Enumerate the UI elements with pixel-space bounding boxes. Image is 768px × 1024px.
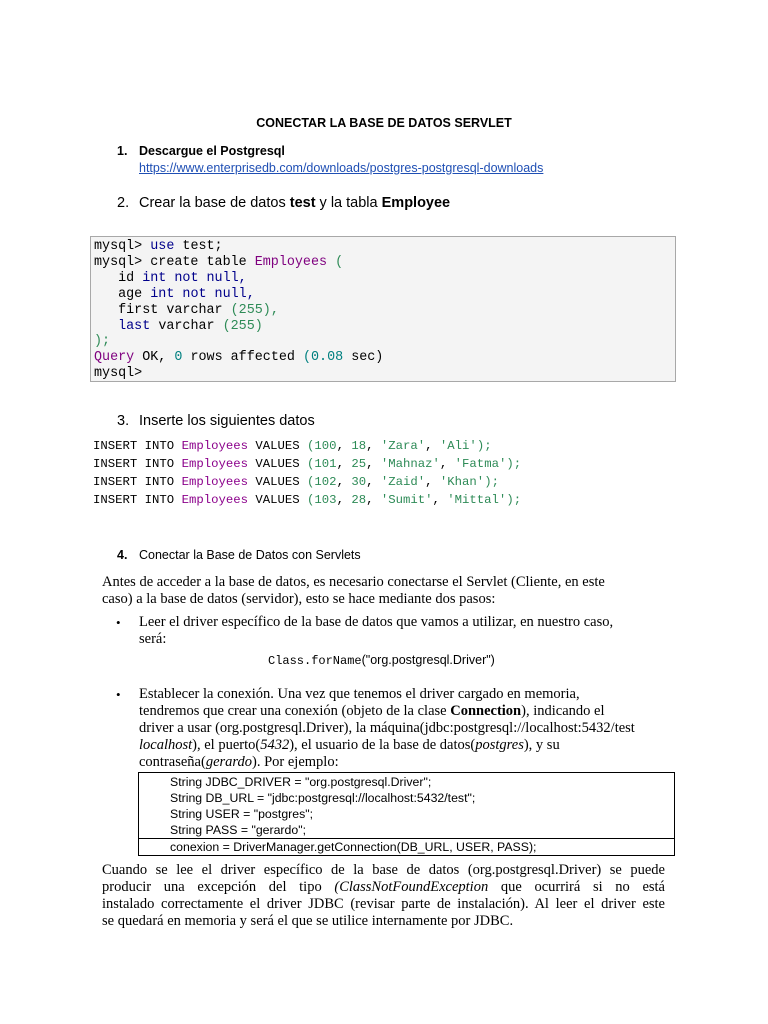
- insert-first: 'Sumit': [380, 493, 433, 507]
- code-line: String PASS = "gerardo";: [170, 823, 306, 837]
- insert-cmd: INSERT INTO: [93, 475, 182, 489]
- separator: ,: [425, 439, 440, 453]
- closing-line: Cuando se lee el driver específico de la base de datos (org.postgresql.Driver) se puede: [102, 862, 665, 878]
- bullet-line: Leer el driver específico de la base de datos que vamos a utilizar, en nuestro caso,: [139, 614, 614, 630]
- column-name: last: [118, 318, 151, 334]
- code-line: [94, 303, 675, 319]
- insert-close: );: [506, 457, 522, 471]
- insert-close: );: [506, 493, 522, 507]
- text: ), el puerto(: [192, 737, 261, 753]
- code-line: conexion = DriverManager.getConnection(DB_URL, USER, PASS);: [139, 838, 674, 855]
- insert-table: Employees: [181, 439, 248, 453]
- insert-age: 25: [351, 457, 367, 471]
- column-size: (255): [222, 318, 263, 334]
- bullet: •: [116, 687, 121, 702]
- step-number: 3.: [117, 413, 130, 429]
- separator: ,: [366, 439, 381, 453]
- insert-first: 'Zaid': [380, 475, 426, 489]
- text: ), y su: [523, 737, 560, 753]
- keyword: use: [150, 239, 175, 254]
- insert-open: (: [307, 439, 315, 453]
- insert-values-kw: VALUES: [247, 439, 308, 453]
- insert-statement: [93, 491, 521, 509]
- column-type: varchar: [166, 302, 223, 318]
- separator: ,: [336, 475, 352, 489]
- column-type: int not null,: [150, 286, 255, 302]
- port: 5432: [260, 737, 290, 753]
- column-type: varchar: [158, 318, 215, 334]
- bullet: •: [116, 615, 121, 630]
- separator: ,: [439, 457, 455, 471]
- sql-code-block: [90, 236, 676, 382]
- code-text: Class.forName: [268, 654, 362, 668]
- prompt: mysql>: [94, 254, 143, 270]
- text: ), el usuario de la base de datos(: [289, 737, 476, 753]
- code-line: String DB_URL = "jdbc:postgresql://localhost:5432/test";: [170, 791, 476, 805]
- insert-close: );: [484, 475, 499, 489]
- step-number: 1.: [117, 144, 128, 158]
- text: tendremos que crear una conexión (objeto de la clase: [139, 703, 451, 719]
- bullet-line: será:: [139, 631, 167, 647]
- insert-age: 28: [351, 493, 367, 507]
- download-link[interactable]: https://www.enterprisedb.com/downloads/postgres-postgresql-downloads: [139, 161, 544, 175]
- code-line: [94, 319, 675, 335]
- code-line: [94, 271, 675, 287]
- table-identifier: Employees: [254, 254, 328, 270]
- class-forname-code: [268, 651, 495, 669]
- code-text: create table: [142, 254, 255, 270]
- intro-line: Antes de acceder a la base de datos, es necesario conectarse el Servlet (Cliente, en este: [102, 574, 605, 590]
- insert-first: 'Mahnaz': [380, 457, 440, 471]
- separator: ,: [432, 493, 448, 507]
- code-line: [94, 255, 675, 271]
- insert-open: (: [307, 493, 315, 507]
- insert-open: (: [307, 457, 315, 471]
- page-title: CONECTAR LA BASE DE DATOS SERVLET: [256, 116, 512, 130]
- column-name: id: [118, 270, 135, 286]
- insert-code-block: [93, 437, 521, 509]
- separator: ,: [366, 493, 381, 507]
- insert-age: 18: [351, 439, 367, 453]
- code-arg: ("org.postgresql.Driver"): [361, 653, 495, 667]
- bullet-line: driver a usar (org.postgresql.Driver), la máquina(jdbc:postgresql://localhost:5432/test: [139, 720, 635, 736]
- bullet-line: [139, 754, 339, 771]
- insert-id: 101: [314, 457, 337, 471]
- db-name: test: [289, 195, 316, 211]
- insert-close: );: [476, 439, 492, 453]
- closing-line: se quedará en memoria y será el que se utilice internamente por JDBC.: [102, 913, 514, 929]
- step-text: [139, 195, 450, 211]
- insert-statement: [93, 455, 521, 473]
- code-text: OK,: [134, 350, 175, 366]
- text: contraseña(: [139, 754, 206, 770]
- code-line: String JDBC_DRIVER = "org.postgresql.Driver";: [170, 775, 432, 789]
- insert-last: 'Mittal': [447, 493, 507, 507]
- step-text-part: Crear la base de datos: [139, 195, 290, 211]
- exception-name: (ClassNotFoundException: [334, 879, 489, 895]
- closing-line: [102, 879, 665, 896]
- query-label: Query: [94, 350, 135, 366]
- column-name: age: [118, 286, 143, 302]
- db-password: gerardo: [205, 754, 253, 770]
- insert-cmd: INSERT INTO: [93, 493, 182, 507]
- paren: (: [335, 254, 344, 270]
- step-heading: Descargue el Postgresql: [139, 144, 285, 158]
- text: ), indicando el: [521, 703, 605, 719]
- separator: ,: [336, 493, 352, 507]
- insert-table: Employees: [181, 493, 248, 507]
- separator: ,: [366, 457, 381, 471]
- step-number: 4.: [117, 548, 128, 562]
- text: ). Por ejemplo:: [252, 754, 339, 770]
- insert-age: 30: [351, 475, 367, 489]
- insert-last: 'Ali': [439, 439, 477, 453]
- column-name: first: [118, 302, 159, 318]
- separator: ,: [336, 457, 352, 471]
- insert-table: Employees: [181, 457, 248, 471]
- insert-id: 103: [314, 493, 337, 507]
- row-count: 0: [174, 350, 183, 366]
- code-line: );: [94, 334, 111, 350]
- jdbc-code-block: [138, 772, 675, 856]
- intro-line: caso) a la base de datos (servidor), esto se hace mediante dos pasos:: [102, 591, 496, 607]
- code-line: [94, 350, 675, 366]
- step-text: Inserte los siguientes datos: [139, 413, 315, 429]
- text: producir una excepción del tipo: [102, 879, 335, 895]
- step-heading: Conectar la Base de Datos con Servlets: [139, 548, 361, 562]
- insert-cmd: INSERT INTO: [93, 457, 182, 471]
- code-text: rows affected: [182, 350, 303, 366]
- insert-table: Employees: [181, 475, 248, 489]
- code-text: sec): [343, 350, 384, 366]
- bullet-line: Establecer la conexión. Una vez que tenemos el driver cargado en memoria,: [139, 686, 580, 702]
- separator: ,: [336, 439, 352, 453]
- code-line: [94, 287, 675, 303]
- code-line: mysql>: [94, 366, 143, 382]
- insert-id: 100: [314, 439, 337, 453]
- insert-statement: [93, 473, 521, 491]
- separator: ,: [366, 475, 381, 489]
- code-line: String USER = "postgres";: [170, 807, 314, 821]
- class-name: Connection: [450, 703, 522, 719]
- step-number: 2.: [117, 195, 130, 211]
- column-size: (255),: [230, 302, 279, 318]
- closing-line: instalado correctamente el driver JDBC (revisar parte de instalación). Al leer el driver este: [102, 896, 665, 912]
- insert-open: (: [307, 475, 315, 489]
- step-text-part: y la tabla: [315, 195, 382, 211]
- text: que ocurrirá si no está: [488, 879, 665, 895]
- code-text: test;: [174, 239, 223, 254]
- insert-first: 'Zara': [380, 439, 426, 453]
- separator: ,: [425, 475, 440, 489]
- insert-statement: [93, 437, 521, 455]
- table-name: Employee: [381, 195, 451, 211]
- insert-cmd: INSERT INTO: [93, 439, 182, 453]
- insert-last: 'Khan': [439, 475, 485, 489]
- bullet-line: [139, 703, 604, 720]
- prompt: mysql>: [94, 239, 143, 254]
- insert-values-kw: VALUES: [247, 493, 308, 507]
- insert-values-kw: VALUES: [247, 475, 308, 489]
- db-user: postgres: [475, 737, 524, 753]
- query-time: (0.08: [302, 350, 344, 366]
- code-line: [94, 239, 675, 255]
- insert-last: 'Fatma': [454, 457, 507, 471]
- insert-id: 102: [314, 475, 337, 489]
- bullet-line: [139, 737, 560, 754]
- host: localhost: [139, 737, 193, 753]
- insert-values-kw: VALUES: [247, 457, 308, 471]
- column-type: int not null,: [142, 270, 247, 286]
